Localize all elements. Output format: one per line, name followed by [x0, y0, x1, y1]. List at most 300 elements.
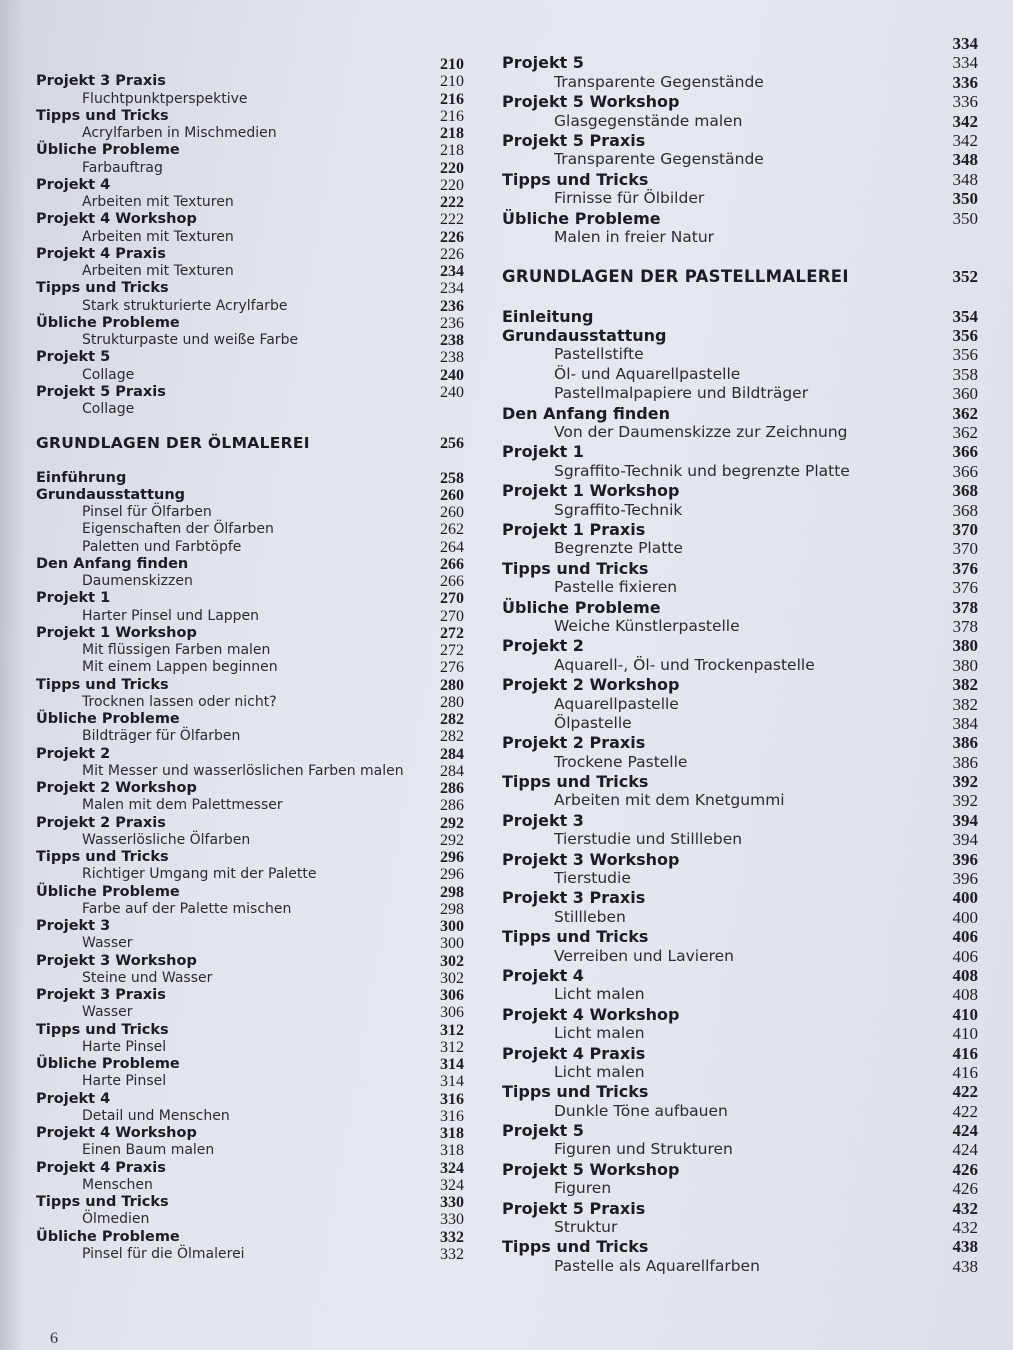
toc-page-number: 296 [440, 866, 464, 884]
toc-page-number: 314 [440, 1056, 464, 1073]
toc-entry [502, 675, 978, 694]
toc-entry-title: Tipps und Tricks [36, 280, 169, 297]
toc-page-number: 366 [952, 461, 978, 481]
toc-page-number: 210 [440, 73, 464, 91]
toc-entry [36, 556, 464, 573]
toc-entry-title: Projekt 2 Workshop [36, 780, 197, 796]
toc-entry-title: Projekt 1 [36, 590, 111, 607]
toc-page-number: 386 [952, 733, 978, 753]
toc-entry-title: Projekt 4 Praxis [36, 245, 166, 262]
toc-entry-title: Projekt 2 [502, 636, 584, 656]
toc-entry-title: Paletten und Farbtöpfe [82, 538, 242, 555]
toc-entry-title: Glasgegenstände malen [554, 111, 743, 130]
toc-entry-title: Tipps und Tricks [36, 1194, 169, 1210]
toc-entry [502, 850, 978, 869]
toc-entry-title: Öl- und Aquarellpastelle [554, 364, 741, 383]
toc-subentry [502, 365, 978, 384]
toc-page-number: 422 [952, 1082, 978, 1102]
toc-subentry [502, 714, 978, 733]
toc-entry [502, 1082, 978, 1101]
toc-page-number: 260 [440, 504, 464, 521]
toc-subentry [36, 1246, 464, 1263]
toc-page-number: 416 [952, 1062, 978, 1082]
toc-entry-title: Ölpastelle [554, 713, 632, 732]
toc-page-number: 220 [440, 176, 464, 194]
toc-entry-title: Pastellstifte [554, 345, 644, 364]
toc-subentry [502, 539, 978, 558]
toc-entry-title: Tipps und Tricks [502, 1082, 649, 1102]
toc-entry-title: Übliche Probleme [36, 711, 180, 727]
toc-page-number: 238 [440, 332, 464, 349]
toc-page-number: 272 [440, 624, 464, 642]
toc-entry [36, 73, 464, 90]
toc-entry-title: Pinsel für die Ölmalerei [82, 1245, 245, 1262]
toc-entry [36, 625, 464, 642]
toc-subentry [502, 1024, 978, 1043]
toc-entry-title: Farbe auf der Palette mischen [82, 900, 292, 917]
toc-subentry [502, 228, 978, 247]
toc-page-number: 300 [440, 935, 464, 953]
toc-entry-title: GRUNDLAGEN DER PASTELLMALEREI [502, 267, 849, 287]
toc-entry-title: Licht malen [554, 1024, 645, 1043]
toc-entry [36, 1229, 464, 1246]
toc-subentry [502, 753, 978, 772]
toc-entry-title: Tipps und Tricks [502, 772, 649, 792]
toc-page-number: 380 [952, 636, 978, 656]
toc-entry [502, 772, 978, 791]
toc-column-right [502, 34, 978, 1276]
toc-subentry [502, 1179, 978, 1198]
toc-entry [36, 1056, 464, 1073]
toc-subentry [36, 694, 464, 711]
toc-subentry [502, 695, 978, 714]
toc-page-number: 314 [440, 1073, 464, 1091]
toc-subentry [502, 985, 978, 1004]
toc-entry-title: Projekt 3 Praxis [36, 73, 166, 90]
toc-entry-title: Mit einem Lappen beginnen [82, 659, 278, 676]
toc-page-number: 336 [952, 72, 978, 92]
toc-entry-title: Übliche Probleme [36, 883, 180, 900]
toc-entry-title: Trocknen lassen oder nicht? [82, 693, 277, 710]
toc-entry-title: Malen in freier Natur [554, 227, 715, 246]
toc-entry-title: Tipps und Tricks [502, 1237, 649, 1257]
toc-entry-title: Projekt 3 Workshop [36, 952, 197, 969]
toc-entry-title: Einen Baum malen [82, 1142, 215, 1159]
toc-entry-title: Fluchtpunktperspektive [82, 90, 248, 107]
toc-entry [36, 280, 464, 297]
toc-entry-title: Projekt 3 [36, 918, 111, 934]
toc-entry-title: Ölmedien [82, 1211, 150, 1228]
toc-page-number: 302 [440, 969, 464, 987]
toc-page-number: 312 [440, 1038, 464, 1056]
toc-page-number: 210 [440, 56, 464, 73]
toc-page-number: 356 [952, 326, 978, 346]
toc-subentry [36, 298, 464, 315]
toc-entry-title: Figuren und Strukturen [554, 1140, 733, 1159]
toc-entry-title: Pastellmalpapiere und Bildträger [554, 384, 809, 403]
toc-entry [502, 34, 978, 53]
toc-entry [36, 1091, 464, 1108]
toc-entry-title: Tipps und Tricks [36, 1021, 169, 1038]
toc-page-number: 306 [440, 987, 464, 1004]
toc-page-number: 342 [952, 130, 978, 150]
toc-page-number: 296 [440, 849, 464, 866]
toc-entry [502, 1199, 978, 1218]
section-spacer [502, 247, 978, 267]
toc-page-number: 270 [440, 607, 464, 625]
toc-page-number: 236 [440, 314, 464, 332]
toc-page-number: 260 [440, 486, 464, 504]
toc-entry-title: Collage [82, 366, 135, 383]
toc-entry-title: Projekt 3 Workshop [502, 849, 680, 869]
toc-page-number: 312 [440, 1021, 464, 1039]
toc-entry-title: Projekt 3 [502, 810, 584, 830]
toc-page-number: 438 [952, 1256, 978, 1276]
toc-page-number: 226 [440, 228, 464, 246]
toc-subentry [502, 501, 978, 520]
toc-page-number: 300 [440, 918, 464, 935]
toc-entry-title: Projekt 4 Praxis [36, 1159, 166, 1176]
toc-subentry [502, 345, 978, 364]
toc-entry-title: Projekt 5 [36, 349, 111, 366]
toc-page-number: 400 [952, 907, 978, 927]
toc-entry-title: Tierstudie und Stillleben [554, 830, 743, 849]
toc-subentry [36, 763, 464, 780]
toc-page-number: 330 [440, 1194, 464, 1211]
toc-page-number: 342 [952, 111, 978, 131]
toc-page-number: 334 [952, 34, 978, 53]
toc-entry-title: Daumenskizzen [82, 573, 193, 589]
toc-entry-title: Grundausstattung [502, 326, 667, 346]
toc-entry-title: Projekt 4 Workshop [36, 211, 197, 228]
toc-page-number: 256 [440, 435, 464, 453]
toc-entry-title: Strukturpaste und weiße Farbe [82, 332, 299, 348]
toc-entry-title: Arbeiten mit Texturen [82, 263, 234, 279]
toc-entry-title: Richtiger Umgang mit der Palette [82, 866, 317, 883]
toc-page-number: 406 [952, 946, 978, 966]
toc-entry [36, 918, 464, 935]
toc-subentry [36, 728, 464, 745]
toc-subentry [36, 866, 464, 883]
toc-page-number: 270 [440, 590, 464, 608]
toc-page-number: 302 [440, 952, 464, 970]
toc-page-number: 426 [952, 1159, 978, 1179]
toc-page-number: 284 [440, 762, 464, 780]
toc-entry-title: Projekt 4 Workshop [36, 1125, 197, 1141]
toc-entry [502, 209, 978, 228]
toc-column-left [36, 56, 464, 1263]
toc-entry-title: Einleitung [502, 306, 594, 326]
toc-subentry [36, 901, 464, 918]
toc-page-number: 368 [952, 500, 978, 520]
toc-entry-title: Projekt 5 [502, 1121, 584, 1141]
page-gutter-shadow [0, 0, 24, 1350]
toc-page-number: 410 [952, 1024, 978, 1044]
toc-subentry [502, 1218, 978, 1237]
toc-entry-title: Projekt 5 Workshop [502, 92, 680, 112]
toc-subentry [36, 332, 464, 349]
toc-page-number: 216 [440, 107, 464, 125]
toc-page-number: 262 [440, 521, 464, 539]
toc-page-number: 350 [952, 208, 978, 228]
toc-page-number: 226 [440, 245, 464, 263]
toc-entry-title: Projekt 3 Praxis [36, 987, 166, 1003]
toc-entry-title: Tipps und Tricks [36, 849, 169, 865]
toc-entry-title: Struktur [554, 1218, 618, 1237]
toc-entry-title: Den Anfang finden [502, 403, 670, 423]
toc-entry-title: Begrenzte Platte [554, 539, 683, 558]
toc-entry-title: Von der Daumenskizze zur Zeichnung [554, 423, 848, 442]
toc-entry [502, 811, 978, 830]
toc-subentry [502, 384, 978, 403]
toc-page-number: 386 [952, 752, 978, 772]
toc-page-number: 330 [440, 1211, 464, 1229]
toc-subentry [36, 832, 464, 849]
toc-entry [502, 888, 978, 907]
toc-entry-title: Tipps und Tricks [36, 107, 169, 124]
toc-entry-title: Übliche Probleme [36, 1056, 180, 1072]
toc-page-number: 360 [952, 384, 978, 404]
toc-page-number: 282 [440, 711, 464, 728]
toc-entry [36, 746, 464, 763]
toc-page-number: 222 [440, 194, 464, 211]
toc-subentry [36, 521, 464, 538]
toc-page-number: 316 [440, 1090, 464, 1108]
toc-page-number: 358 [952, 364, 978, 384]
toc-page-number: 218 [440, 142, 464, 160]
toc-entry-title: Übliche Probleme [502, 208, 661, 228]
toc-entry-title: Projekt 5 [502, 53, 584, 73]
toc-entry-title: Projekt 2 Praxis [36, 814, 166, 831]
toc-entry-title: Stillleben [554, 907, 626, 926]
toc-page-number: 396 [952, 869, 978, 889]
toc-entry-title: Wasserlösliche Ölfarben [82, 831, 251, 848]
toc-entry-title: Mit flüssigen Farben malen [82, 642, 271, 658]
toc-entry-title: Aquarellpastelle [554, 694, 679, 713]
section-spacer [36, 418, 464, 435]
toc-page-number: 380 [952, 655, 978, 675]
toc-entry-title: Pastelle als Aquarellfarben [554, 1256, 760, 1275]
page-number: 6 [50, 1330, 58, 1347]
section-spacer [36, 453, 464, 470]
toc-entry-title: Tipps und Tricks [502, 927, 649, 947]
toc-subentry [502, 830, 978, 849]
toc-entry [502, 131, 978, 150]
toc-page-number: 384 [952, 713, 978, 733]
toc-entry [36, 780, 464, 797]
toc-page-number: 362 [952, 423, 978, 443]
toc-entry [502, 481, 978, 500]
toc-entry [36, 1160, 464, 1177]
toc-page-number: 392 [952, 791, 978, 811]
toc-entry [502, 636, 978, 655]
toc-subentry [502, 112, 978, 131]
toc-entry-title: Tipps und Tricks [502, 169, 649, 189]
toc-entry-title: Projekt 1 Workshop [502, 481, 680, 501]
toc-entry [502, 1237, 978, 1256]
toc-page-number: 272 [440, 642, 464, 659]
toc-entry [502, 1121, 978, 1140]
toc-entry-title: Projekt 4 [36, 1090, 111, 1107]
toc-entry [36, 987, 464, 1004]
toc-subentry [36, 263, 464, 280]
toc-entry [36, 953, 464, 970]
toc-entry [36, 384, 464, 401]
toc-subentry [502, 947, 978, 966]
toc-entry [502, 966, 978, 985]
toc-entry-title: Malen mit dem Palettmesser [82, 797, 283, 814]
toc-page-number: 378 [952, 616, 978, 636]
toc-page-number: 266 [440, 555, 464, 573]
toc-page-number: 318 [440, 1125, 464, 1142]
toc-entry-title: Harte Pinsel [82, 1038, 167, 1055]
toc-entry [36, 590, 464, 607]
toc-entry [502, 92, 978, 111]
toc-page-number: 394 [952, 810, 978, 830]
toc-page-number: 318 [440, 1142, 464, 1160]
toc-subentry [502, 1257, 978, 1276]
toc-page-number: 264 [440, 538, 464, 556]
toc-entry [502, 307, 978, 326]
toc-entry-title: Projekt 1 Praxis [502, 519, 646, 539]
toc-entry-title: Grundausstattung [36, 486, 186, 503]
toc-entry-title: Harter Pinsel und Lappen [82, 607, 260, 624]
toc-section-heading [502, 267, 978, 286]
toc-entry-title: Mit Messer und wasserlöslichen Farben malen [82, 762, 404, 779]
toc-entry [36, 849, 464, 866]
toc-entry [36, 1194, 464, 1211]
toc-subentry [36, 539, 464, 556]
toc-entry-title: Projekt 4 Praxis [502, 1043, 646, 1063]
toc-entry [36, 56, 464, 73]
toc-subentry [36, 1108, 464, 1125]
toc-subentry [502, 578, 978, 597]
toc-entry-title: Projekt 1 Workshop [36, 624, 197, 641]
toc-subentry [502, 423, 978, 442]
toc-page-number: 354 [952, 306, 978, 326]
section-spacer [502, 287, 978, 307]
toc-entry-title: Projekt 3 Praxis [502, 888, 646, 908]
toc-entry [36, 108, 464, 125]
toc-page-number: 236 [440, 297, 464, 315]
toc-page-number: 266 [440, 573, 464, 590]
toc-entry-title: Wasser [82, 1004, 133, 1021]
toc-entry-title: Trockene Pastelle [554, 752, 688, 771]
toc-entry [36, 211, 464, 228]
toc-page-number: 298 [440, 900, 464, 918]
toc-page-number: 362 [952, 403, 978, 423]
toc-page-number: 382 [952, 675, 978, 695]
toc-entry [502, 53, 978, 72]
toc-entry-title: Projekt 5 Praxis [36, 383, 166, 400]
toc-page-number: 280 [440, 693, 464, 711]
toc-subentry [36, 608, 464, 625]
toc-entry-title: Detail und Menschen [82, 1107, 230, 1124]
toc-page-number: 348 [952, 150, 978, 170]
toc-page-number: 378 [952, 597, 978, 617]
toc-entry-title: Einführung [36, 469, 127, 486]
toc-entry-title: Verreiben und Lavieren [554, 946, 734, 965]
toc-page-number: 382 [952, 694, 978, 714]
toc-entry-title: GRUNDLAGEN DER ÖLMALEREI [36, 434, 310, 453]
toc-page-number: 432 [952, 1218, 978, 1238]
toc-page-number: 438 [952, 1237, 978, 1257]
toc-entry-title: Bildträger für Ölfarben [82, 728, 241, 745]
toc-page-number: 258 [440, 469, 464, 487]
toc-page-number: 240 [440, 383, 464, 401]
toc-section-heading [36, 435, 464, 452]
toc-subentry [36, 160, 464, 177]
toc-page-number: 332 [440, 1245, 464, 1263]
toc-entry [502, 1005, 978, 1024]
toc-entry-title: Wasser [82, 935, 133, 952]
toc-subentry [502, 791, 978, 810]
toc-page-number: 282 [440, 728, 464, 746]
toc-entry-title: Tierstudie [554, 869, 631, 888]
toc-subentry [36, 935, 464, 952]
toc-subentry [502, 617, 978, 636]
toc-entry [36, 1022, 464, 1039]
toc-page-number: 218 [440, 125, 464, 142]
toc-entry-title: Übliche Probleme [36, 142, 180, 159]
toc-entry-title: Projekt 2 [36, 745, 111, 762]
toc-entry [36, 177, 464, 194]
toc-entry-title: Projekt 4 Workshop [502, 1004, 680, 1024]
toc-page-number: 406 [952, 927, 978, 947]
toc-entry-title: Übliche Probleme [502, 597, 661, 617]
toc-page-number: 424 [952, 1121, 978, 1141]
toc-entry [36, 246, 464, 263]
toc-entry-title: Eigenschaften der Ölfarben [82, 521, 274, 538]
toc-subentry [502, 656, 978, 675]
toc-page-number: 286 [440, 780, 464, 797]
toc-page-number: 416 [952, 1043, 978, 1063]
toc-page-number: 240 [440, 366, 464, 384]
toc-subentry [36, 573, 464, 590]
toc-entry-title: Übliche Probleme [36, 314, 180, 331]
toc-page-number: 352 [952, 267, 978, 287]
toc-entry [36, 470, 464, 487]
toc-entry-title: Tipps und Tricks [502, 558, 649, 578]
toc-subentry [36, 91, 464, 108]
toc-subentry [36, 194, 464, 211]
toc-entry-title: Harte Pinsel [82, 1073, 167, 1090]
toc-entry-title: Figuren [554, 1179, 612, 1198]
toc-page-number: 396 [952, 849, 978, 869]
toc-subentry [36, 367, 464, 384]
toc-subentry [502, 189, 978, 208]
toc-entry-title: Arbeiten mit Texturen [82, 194, 234, 210]
toc-page-number: 424 [952, 1140, 978, 1160]
toc-entry [36, 711, 464, 728]
toc-entry [502, 404, 978, 423]
toc-page-number: 392 [952, 772, 978, 792]
toc-entry [36, 315, 464, 332]
toc-page-number: 426 [952, 1179, 978, 1199]
toc-entry [36, 1125, 464, 1142]
toc-subentry [36, 1142, 464, 1159]
toc-page-number: 276 [440, 659, 464, 677]
toc-entry-title: Projekt 4 [502, 965, 584, 985]
toc-page-number: 234 [440, 263, 464, 280]
toc-page-number: 316 [440, 1107, 464, 1125]
toc-subentry [36, 1177, 464, 1194]
toc-entry [502, 326, 978, 345]
toc-entry-title: Menschen [82, 1176, 153, 1193]
toc-page-number: 366 [952, 442, 978, 462]
toc-entry-title: Firnisse für Ölbilder [554, 189, 705, 208]
toc-subentry [36, 797, 464, 814]
